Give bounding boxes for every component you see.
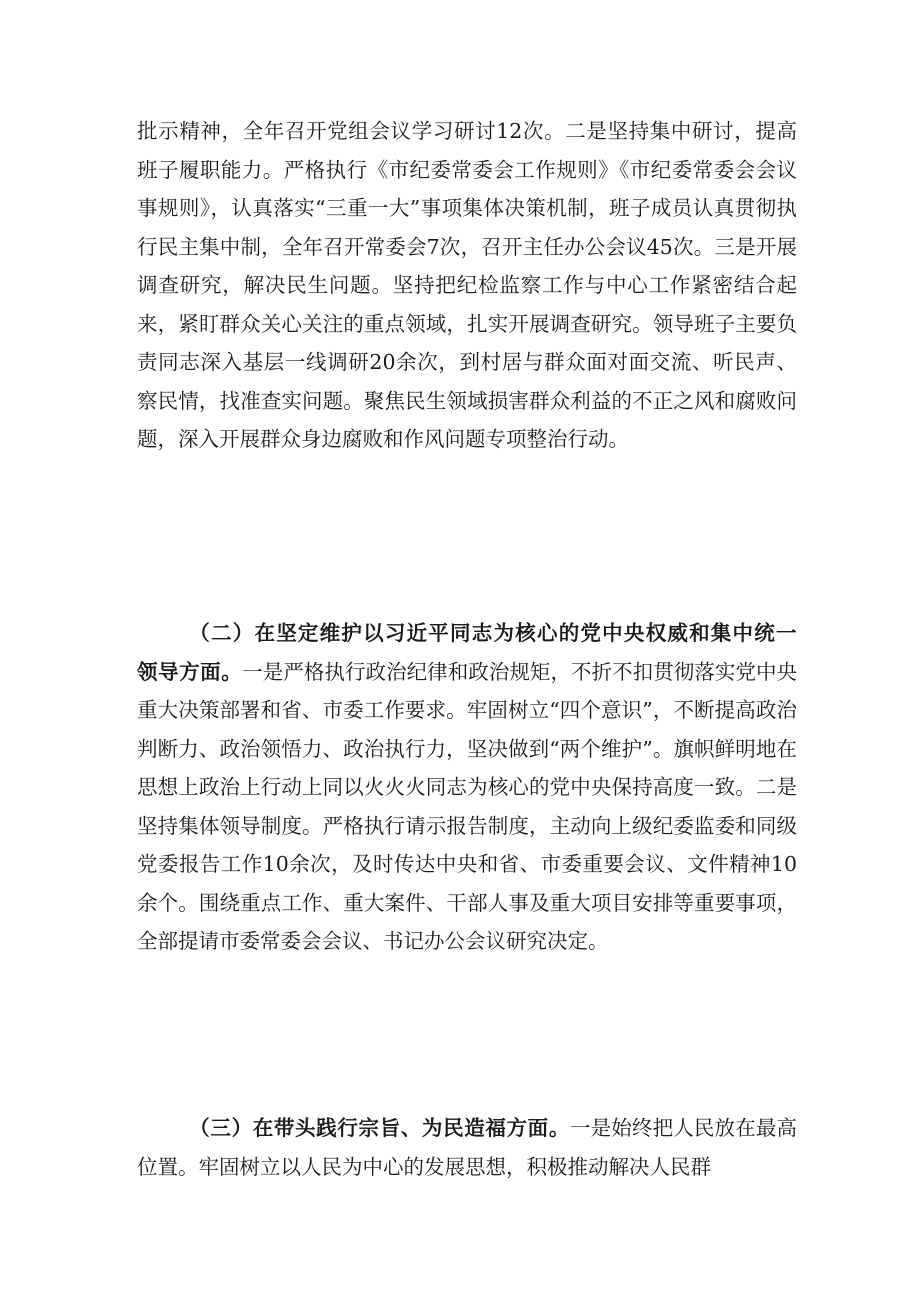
section-paragraph <box>137 1109 797 1186</box>
paragraph-body: 一是始终把人民放在最高位置。牢固树立以人民为中心的发展思想，积极推动解决人民群 <box>137 1116 798 1179</box>
section-heading: （三）在带头践行宗旨、为民造福方面。 <box>189 1116 570 1140</box>
paragraph-2 <box>137 614 797 961</box>
section-paragraph <box>137 614 797 961</box>
section-heading: （二）在坚定维护以习近平同志为核心的党中央权威和集中统一领导方面。 <box>137 621 797 684</box>
paragraph-body: 批示精神，全年召开党组会议学习研讨12次。二是坚持集中研讨，提高班子履职能力。严格执行《市纪委常委会工作规则》《市纪委常委会会议事规则》，认真落实“三重一大”事项集体决策机制，班子成员认真贯彻执行民主集中制，全年召开常委会7次，召开主任办公会议45次。三是开展调查研究，解决民生问题。坚持把纪检监察工作与中心工作紧密结合起来，紧盯群众关心关注的重点领域，扎实开展调查研究。领导班子主要负责同志深入基层一线调研20余次，到村居与群众面对面交流、听民声、察民情，找准查实问题。聚焦民生领域损害群众利益的不正之风和腐败问题，深入开展群众身边腐败和作风问题专项整治行动。 <box>137 119 797 451</box>
paragraph-1 <box>137 112 797 459</box>
paragraph-3 <box>137 1109 797 1186</box>
paragraph-body: 一是严格执行政治纪律和政治规矩，不折不扣贯彻落实党中央重大决策部署和省、市委工作要求。牢固树立“四个意识”，不断提高政治判断力、政治领悟力、政治执行力，坚决做到“两个维护”。旗帜鲜明地在思想上政治上行动上同以火火火同志为核心的党中央保持高度一致。二是坚持集体领导制度。严格执行请示报告制度，主动向上级纪委监委和同级党委报告工作10余次，及时传达中央和省、市委重要会议、文件精神10余个。围绕重点工作、重大案件、干部人事及重大项目安排等重要事项，全部提请市委常委会会议、书记办公会议研究决定。 <box>137 659 798 953</box>
